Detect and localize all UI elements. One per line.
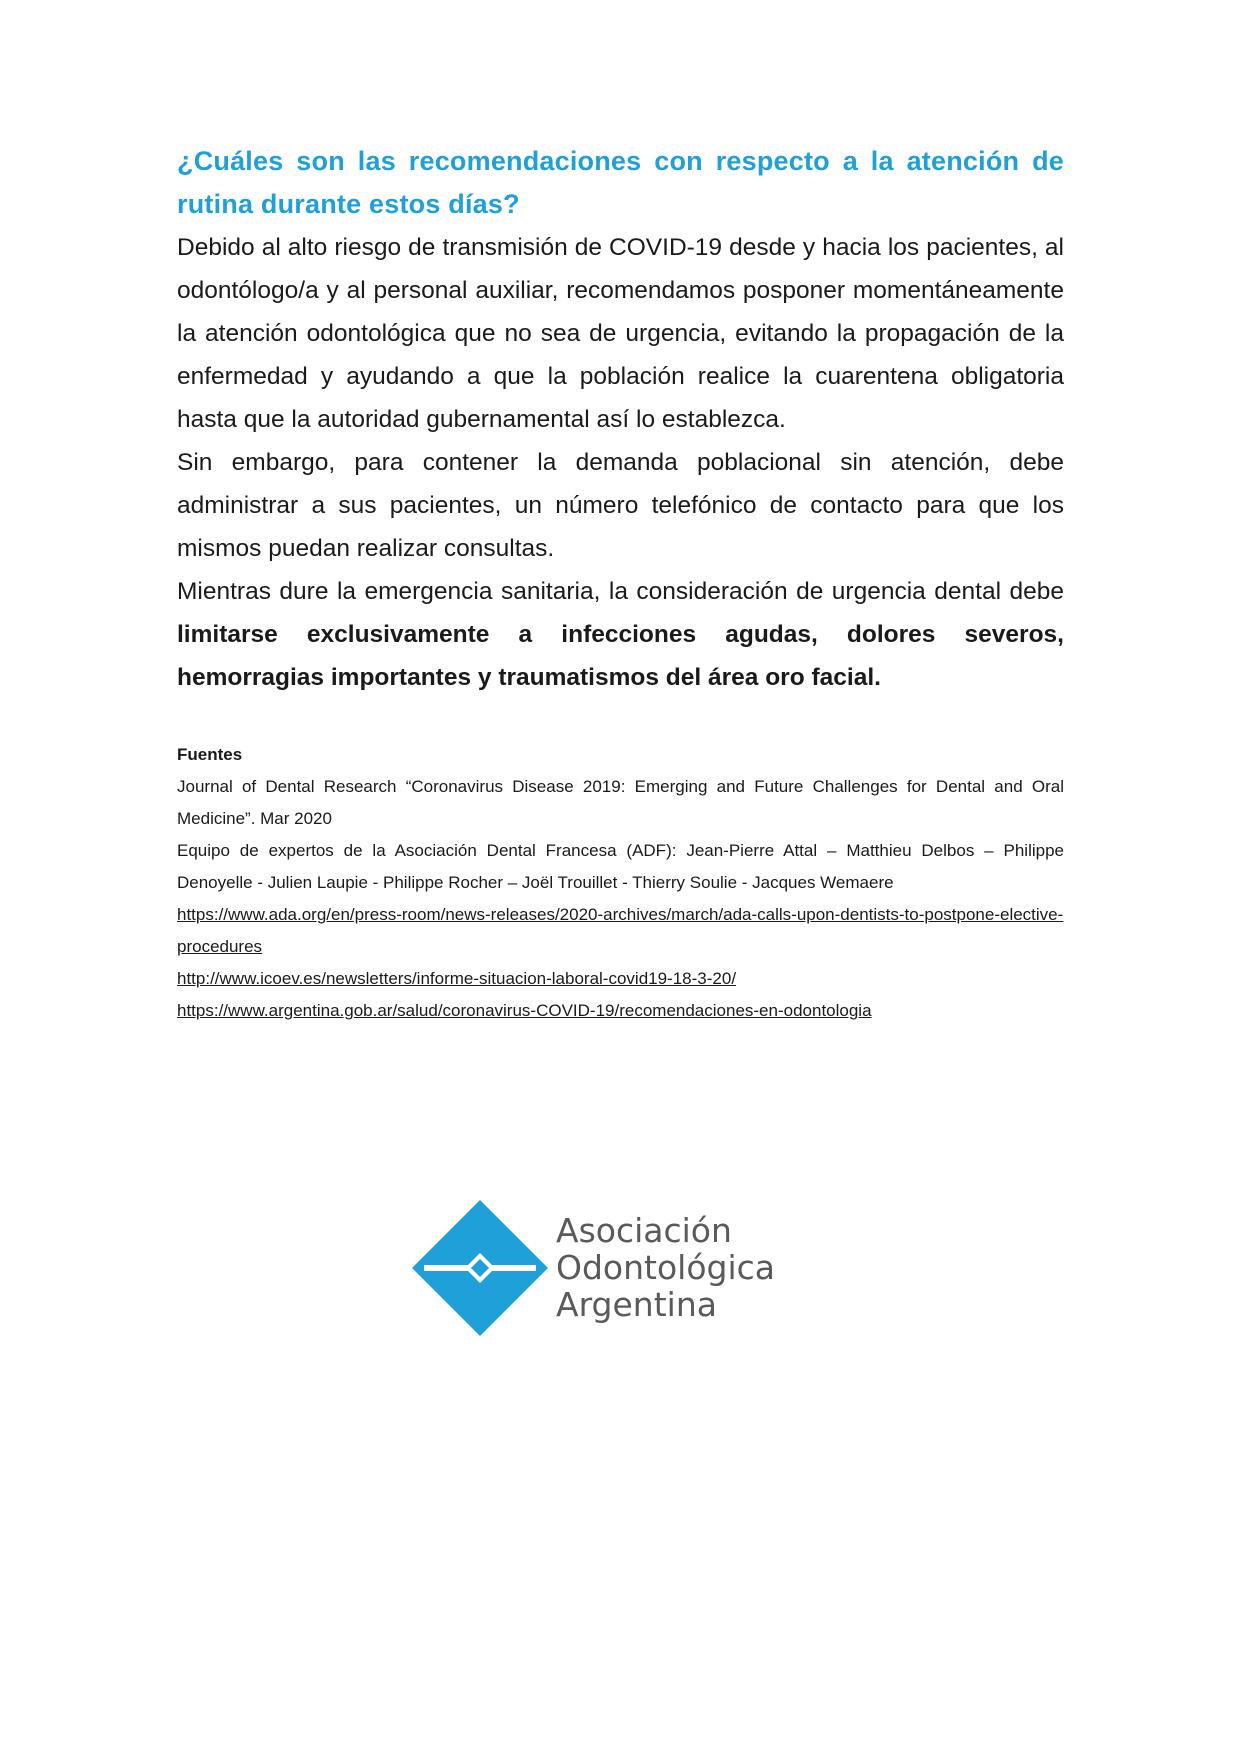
sources-section	[177, 739, 1064, 1027]
organization-logo	[410, 1198, 830, 1338]
diamond-logo-icon	[410, 1198, 550, 1338]
paragraph-3	[177, 570, 1064, 699]
source-link-argentina[interactable]: https://www.argentina.gob.ar/salud/coronavirus-COVID-19/recomendaciones-en-odontologia	[177, 1001, 872, 1020]
logo-line-3: Argentina	[556, 1285, 717, 1324]
source-item: Journal of Dental Research “Coronavirus Disease 2019: Emerging and Future Challenges for Dental and Oral Medicine”. Mar 2020	[177, 777, 1064, 828]
logo-line-2: Odontológica	[556, 1248, 775, 1287]
paragraph-1: Debido al alto riesgo de transmisión de COVID-19 desde y hacia los pacientes, al odontólogo/a y al personal auxiliar, recomendamos posponer momentáneamente la atención odontológica que no sea de urgencia, evitando la propagación de la enfermedad y ayudando a que la población realice la cuarentena obligatoria hasta que la autoridad gubernamental así lo establezca.	[177, 234, 1064, 433]
logo-line-1: Asociación	[556, 1211, 732, 1250]
paragraph-3-emphasis: limitarse exclusivamente a infecciones agudas, dolores severos, hemorragias importantes y traumatismos del área oro facial.	[177, 621, 1064, 691]
main-content	[177, 140, 1064, 1027]
section-heading: ¿Cuáles son las recomendaciones con respecto a la atención de rutina durante estos días?	[177, 146, 1064, 219]
paragraph-2: Sin embargo, para contener la demanda poblacional sin atención, debe administrar a sus pacientes, un número telefónico de contacto para que los mismos puedan realizar consultas.	[177, 449, 1064, 562]
paragraph-3-text: Mientras dure la emergencia sanitaria, la consideración de urgencia dental debe	[177, 578, 1064, 605]
source-item: Equipo de expertos de la Asociación Dental Francesa (ADF): Jean-Pierre Attal – Matthieu Delbos – Philippe Denoyelle - Julien Laupie - Philippe Rocher – Joël Trouillet - Thierry Soulie - Jacques Wemaere	[177, 841, 1064, 892]
source-link-ada[interactable]: https://www.ada.org/en/press-room/news-releases/2020-archives/march/ada-calls-upon-dentists-to-postpone-elective-procedures	[177, 905, 1064, 956]
logo-wordmark	[556, 1212, 775, 1323]
sources-title: Fuentes	[177, 745, 243, 764]
source-link-icoev[interactable]: http://www.icoev.es/newsletters/informe-situacion-laboral-covid19-18-3-20/	[177, 969, 737, 988]
